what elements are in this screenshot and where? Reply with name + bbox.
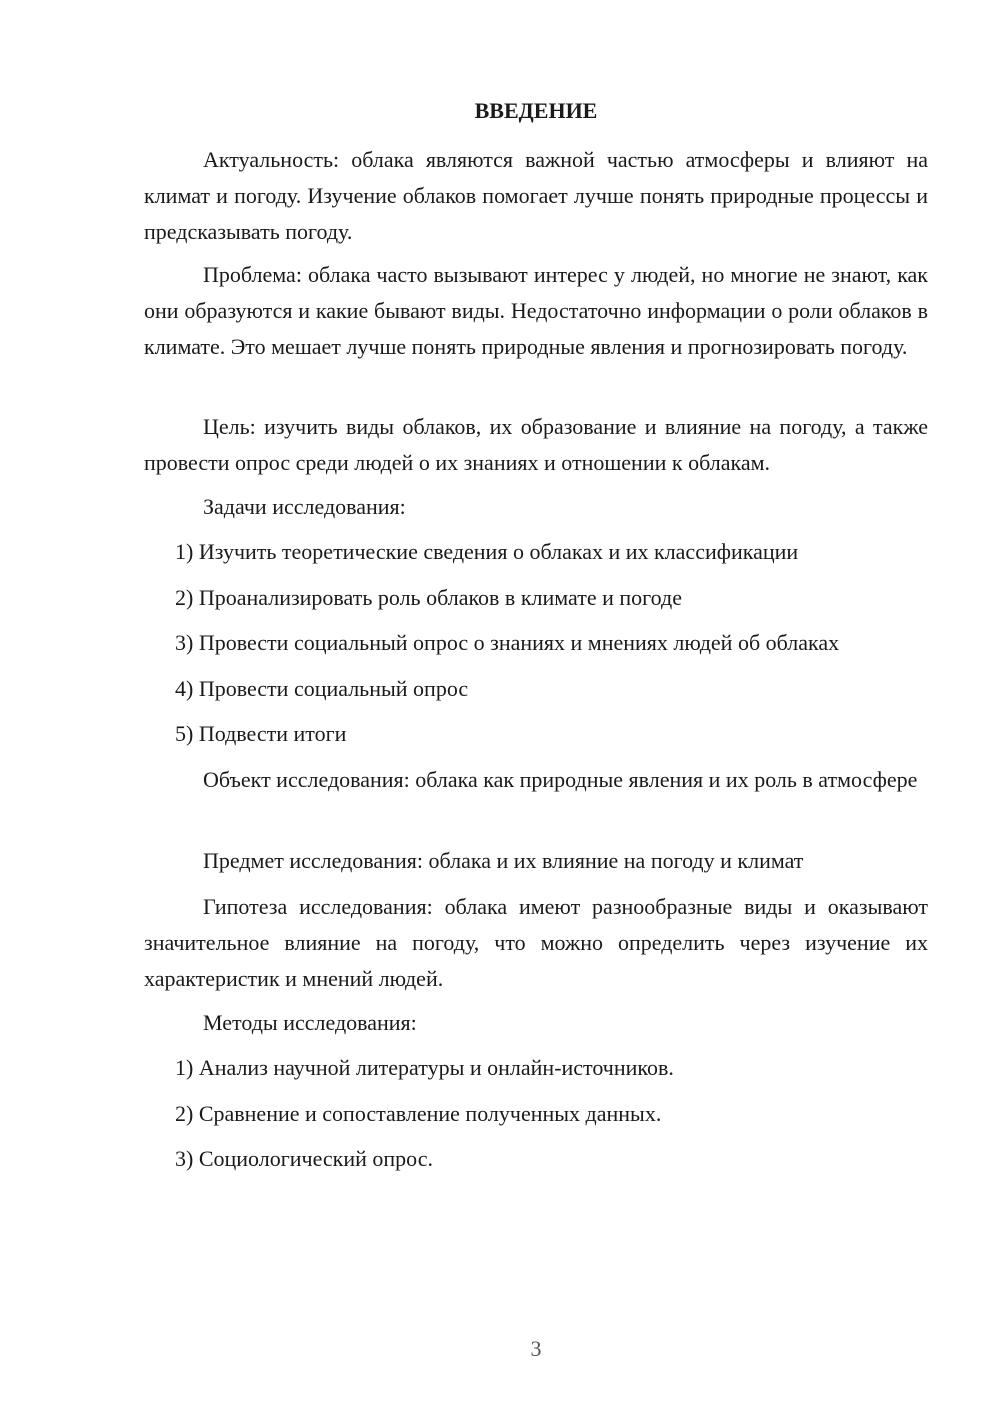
section-heading: ВВЕДЕНИЕ <box>474 98 598 123</box>
goal-paragraph: Цель: изучить виды облаков, их образование и влияние на погоду, а также провести опрос среди людей о их знаниях и отношении к облакам. <box>144 414 928 475</box>
task-item: 3) Провести социальный опрос о знаниях и мнениях людей об облаках <box>175 630 840 655</box>
methods-label: Методы исследования: <box>203 1010 417 1035</box>
relevance-paragraph: Актуальность: облака являются важной частью атмосферы и влияют на климат и погоду. Изучение облаков помогает лучше понять природные процессы и предсказывать погоду. <box>144 147 928 244</box>
tasks-label: Задачи исследования: <box>203 494 406 519</box>
problem-paragraph: Проблема: облака часто вызывают интерес у людей, но многие не знают, как они образуются и какие бывают виды. Недостаточно информации о роли облаков в климате. Это мешает лучше понять природные явления и прогнозировать погоду. <box>144 262 928 359</box>
method-item: 3) Социологический опрос. <box>175 1146 433 1171</box>
method-item: 1) Анализ научной литературы и онлайн-источников. <box>175 1055 674 1080</box>
task-item: 2) Проанализировать роль облаков в климате и погоде <box>175 585 682 610</box>
task-item: 1) Изучить теоретические сведения о облаках и их классификации <box>175 539 799 564</box>
task-item: 4) Провести социальный опрос <box>175 676 469 701</box>
method-item: 2) Сравнение и сопоставление полученных данных. <box>175 1101 662 1126</box>
subject-paragraph: Предмет исследования: облака и их влияние на погоду и климат <box>203 848 804 873</box>
object-paragraph: Объект исследования: облака как природные явления и их роль в атмосфере <box>203 767 918 792</box>
hypothesis-paragraph: Гипотеза исследования: облака имеют разнообразные виды и оказывают значительное влияние на погоду, что можно определить через изучение их характеристик и мнений людей. <box>144 894 928 991</box>
page-number: 3 <box>530 1336 542 1361</box>
task-item: 5) Подвести итоги <box>175 721 347 746</box>
